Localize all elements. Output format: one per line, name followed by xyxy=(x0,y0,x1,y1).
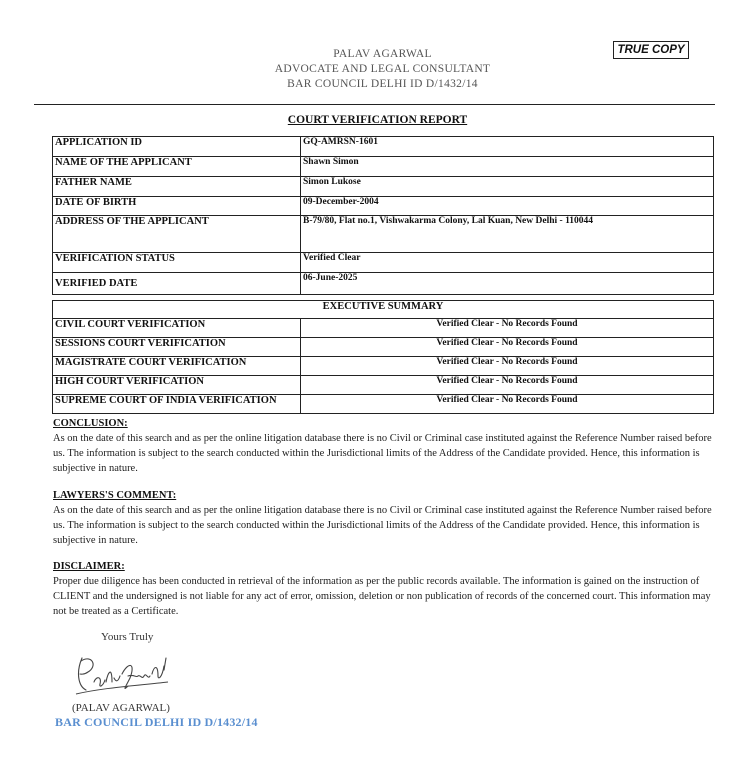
disclaimer-heading: DISCLAIMER: xyxy=(53,561,125,572)
summary-result: Verified Clear - No Records Found xyxy=(301,395,714,414)
header-divider xyxy=(34,104,715,105)
table-row xyxy=(53,157,714,177)
executive-summary-table xyxy=(52,300,714,414)
lawyers-comment-heading: LAWYERS'S COMMENT: xyxy=(53,490,177,501)
detail-label: DATE OF BIRTH xyxy=(53,197,301,216)
detail-label: VERIFICATION STATUS xyxy=(53,253,301,273)
table-row xyxy=(53,253,714,273)
report-title: COURT VERIFICATION REPORT xyxy=(287,114,468,126)
table-row xyxy=(53,137,714,157)
summary-label: SESSIONS COURT VERIFICATION xyxy=(53,338,301,357)
detail-label: ADDRESS OF THE APPLICANT xyxy=(53,216,301,253)
summary-result: Verified Clear - No Records Found xyxy=(301,319,714,338)
table-row xyxy=(53,177,714,197)
detail-value: 06-June-2025 xyxy=(301,273,714,295)
conclusion-heading: CONCLUSION: xyxy=(53,418,128,429)
letterhead xyxy=(0,47,755,92)
table-row xyxy=(53,197,714,216)
letterhead-bar-id: BAR COUNCIL DELHI ID D/1432/14 xyxy=(287,78,478,90)
detail-label: APPLICATION ID xyxy=(53,137,301,157)
summary-label: MAGISTRATE COURT VERIFICATION xyxy=(53,357,301,376)
table-row xyxy=(53,301,714,319)
detail-value: Verified Clear xyxy=(301,253,714,273)
table-row xyxy=(53,395,714,414)
signatory-bar-id: BAR COUNCIL DELHI ID D/1432/14 xyxy=(55,715,258,729)
detail-value: Shawn Simon xyxy=(301,157,714,177)
detail-label: NAME OF THE APPLICANT xyxy=(53,157,301,177)
applicant-details-table xyxy=(52,136,714,295)
signature-image xyxy=(72,652,182,700)
conclusion-section xyxy=(53,416,715,476)
summary-label: CIVIL COURT VERIFICATION xyxy=(53,319,301,338)
disclaimer-text: Proper due diligence has been conducted in retrieval of the information as per the public records available. The information is gained on the instruction of CLIENT and the undersigned is not liable for any act of error, omission, deletion or non publication of records of the concerned court. This information may not be treated as a Certificate. xyxy=(53,576,711,617)
summary-result: Verified Clear - No Records Found xyxy=(301,357,714,376)
table-row xyxy=(53,376,714,395)
detail-label: VERIFIED DATE xyxy=(53,273,301,295)
summary-heading: EXECUTIVE SUMMARY xyxy=(53,301,714,319)
table-row xyxy=(53,273,714,295)
table-row xyxy=(53,338,714,357)
letterhead-title: ADVOCATE AND LEGAL CONSULTANT xyxy=(274,63,491,75)
lawyers-comment-text: As on the date of this search and as per the online litigation database there is no Civil or Criminal case instituted against the Reference Number raised before us. The information is subject to the search conducted within the Jurisdictional limits of the Address of the Candidate provided. Hence, this information is subjective in nature. xyxy=(53,505,712,546)
disclaimer-section xyxy=(53,559,715,619)
summary-result: Verified Clear - No Records Found xyxy=(301,338,714,357)
detail-label: FATHER NAME xyxy=(53,177,301,197)
table-row xyxy=(53,357,714,376)
closing-text: Yours Truly xyxy=(101,631,154,643)
detail-value: B-79/80, Flat no.1, Vishwakarma Colony, Lal Kuan, New Delhi - 110044 xyxy=(301,216,714,253)
detail-value: Simon Lukose xyxy=(301,177,714,197)
table-row xyxy=(53,216,714,253)
letterhead-name: PALAV AGARWAL xyxy=(333,48,432,60)
detail-value: 09-December-2004 xyxy=(301,197,714,216)
signatory-name: (PALAV AGARWAL) xyxy=(72,702,170,714)
summary-label: SUPREME COURT OF INDIA VERIFICATION xyxy=(53,395,301,414)
table-row xyxy=(53,319,714,338)
detail-value: GQ-AMRSN-1601 xyxy=(301,137,714,157)
true-copy-stamp: TRUE COPY xyxy=(613,41,689,59)
summary-label: HIGH COURT VERIFICATION xyxy=(53,376,301,395)
summary-result: Verified Clear - No Records Found xyxy=(301,376,714,395)
lawyers-comment-section xyxy=(53,488,715,548)
conclusion-text: As on the date of this search and as per the online litigation database there is no Civil or Criminal case instituted against the Reference Number raised before us. The information is subject to the search conducted within the Jurisdictional limits of the Address of the Candidate provided. Hence, this information is subjective in nature. xyxy=(53,433,712,474)
